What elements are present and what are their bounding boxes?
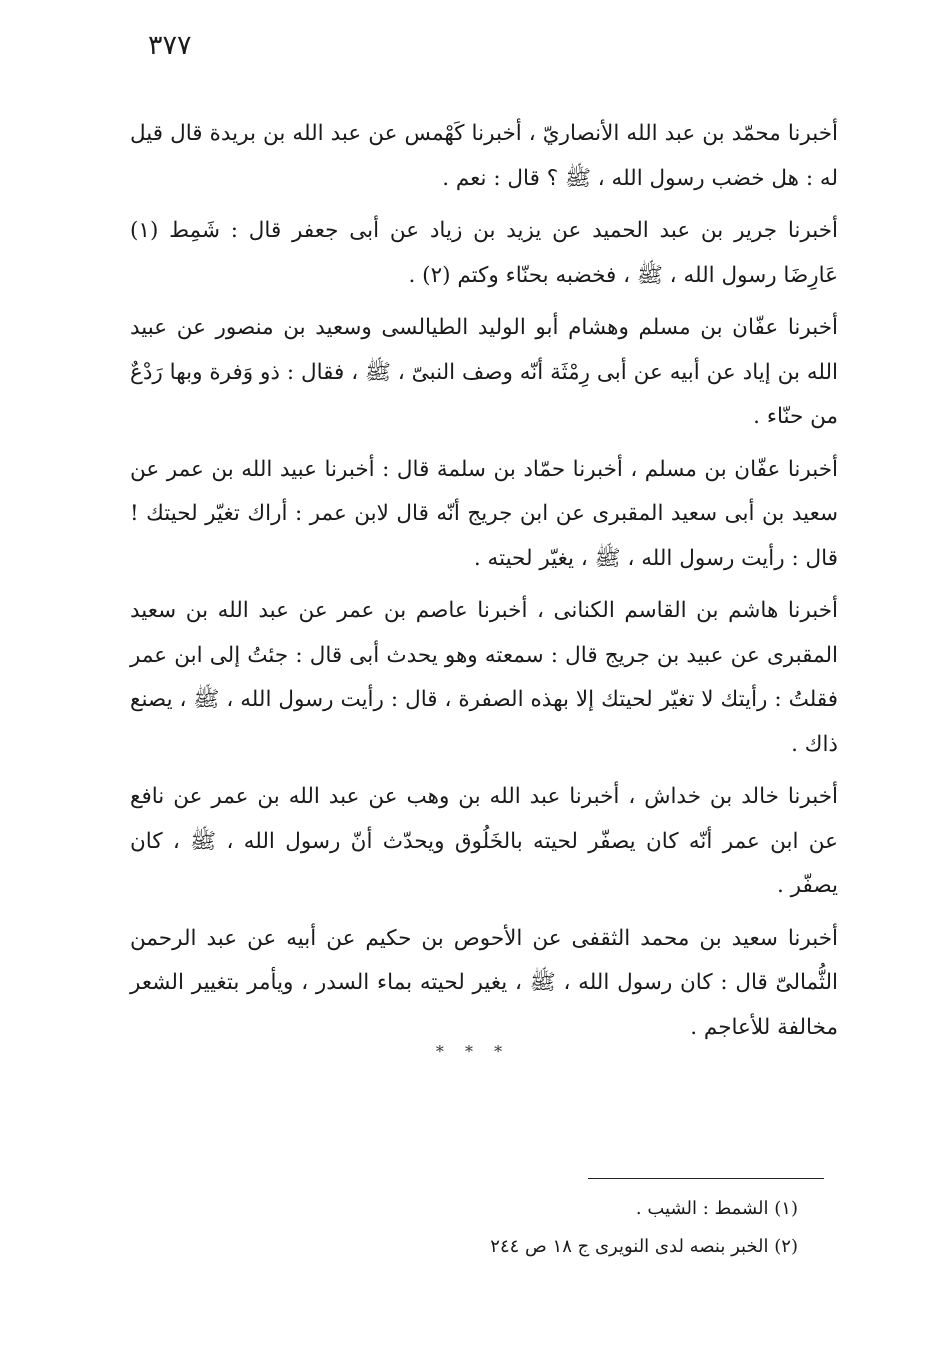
section-separator: * * * [435, 1042, 511, 1061]
paragraph-4: أخبرنا عفّان بن مسلم ، أخبرنا حمّاد بن سلمة قال : أخبرنا عبيد الله بن عمر عن سعيد بن أبى سعيد المقبرى عن ابن جريج أنّه قال لابن عمر : أراك تغيّر لحيتك ! قال : رأيت رسول الله ، ﷺ ، يغيّر لحيته . [130, 456, 838, 571]
paragraph-3: أخبرنا عفّان بن مسلم وهشام أبو الوليد الطيالسى وسعيد بن منصور عن عبيد الله بن إياد عن أبيه عن أبى رِمْثَة أنّه وصف النبىّ ، ﷺ ، فقال : ذو وَفرة وبها رَدْعٌ من حنّاء . [130, 315, 838, 429]
paragraph-1: أخبرنا محمّد بن عبد الله الأنصاريّ ، أخبرنا كَهْمس عن عبد الله بن بريدة قال قيل له : هل خضب رسول الله ، ﷺ ؟ قال : نعم . [130, 121, 838, 191]
paragraph-5: أخبرنا هاشم بن القاسم الكنانى ، أخبرنا عاصم بن عمر عن عبد الله بن سعيد المقبرى عن عبيد بن جريج قال : سمعته وهو يحدث أبى قال : جئتُ إلى ابن عمر فقلتُ : رأيتك لا تغيّر لحيتك إلا بهذه الصفرة ، قال : رأيت رسول الله ، ﷺ ، يصنع ذاك . [130, 598, 838, 757]
footnote-2: (٢) الخبر بنصه لدى النويرى ج ١٨ ص ٢٤٤ [490, 1236, 798, 1257]
footnotes [380, 1190, 798, 1266]
footnote-1: (١) الشمط : الشيب . [635, 1198, 798, 1219]
paragraph-7: أخبرنا سعيد بن محمد الثقفى عن الأحوص بن حكيم عن أبيه عن عبد الرحمن الثُّمالىّ قال : كان رسول الله ، ﷺ ، يغير لحيته بماء السدر ، ويأمر بتغيير الشعر مخالفة للأعاجم . [130, 925, 838, 1040]
main-text [130, 112, 838, 1058]
paragraph-6: أخبرنا خالد بن خداش ، أخبرنا عبد الله بن وهب عن عبد الله بن عمر عن نافع عن ابن عمر أنّه كان يصفّر لحيته بالخَلُوق ويحدّث أنّ رسول الله ، ﷺ ، كان يصفّر . [130, 784, 838, 898]
footnote-divider [588, 1178, 824, 1179]
paragraph-2: أخبرنا جرير بن عبد الحميد عن يزيد بن زياد عن أبى جعفر قال : شَمِط (١) عَارِضَا رسول الله ، ﷺ ، فخضبه بحنّاء وكتم (٢) . [130, 218, 838, 288]
page-number: ٣٧٧ [148, 30, 192, 61]
